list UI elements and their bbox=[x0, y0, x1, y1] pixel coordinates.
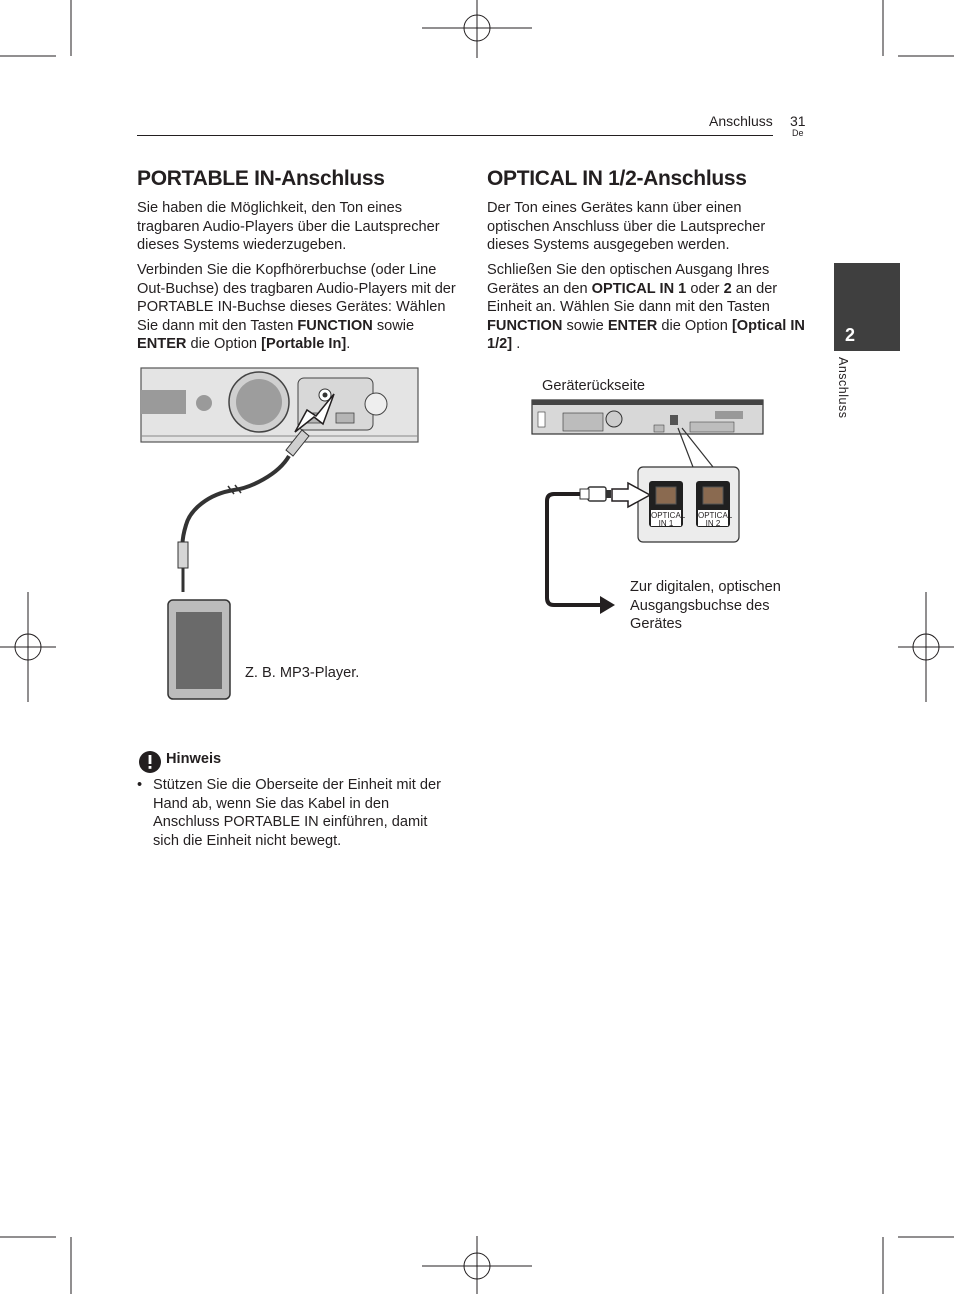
portable-in-illustration bbox=[138, 360, 428, 705]
header-section-label: Anschluss bbox=[709, 113, 773, 129]
play-pause-icon bbox=[365, 393, 387, 415]
page-number: 31 bbox=[790, 113, 806, 129]
optical-in-1-label: OPTICAL IN 1 bbox=[651, 511, 686, 528]
note-bullet: • bbox=[137, 777, 143, 793]
fan-icon bbox=[606, 411, 622, 427]
audio-cable bbox=[182, 456, 289, 550]
portable-in-para2: Verbinden Sie die Kopfhörerbuchse (oder Line Out-Buchse) des tragbaren Audio-Players mit der PORTABLE IN-Buchse dieses Gerätes: Wählen Sie dann mit den Tasten FUNCTION sowie ENTER die Option [Portable In]. bbox=[137, 262, 456, 352]
optical-plug-icon bbox=[588, 487, 606, 501]
note-text: Stützen Sie die Oberseite der Einheit mit der Hand ab, wenn Sie das Kabel in den Anschluss PORTABLE IN einführen, damit sich die Einheit nicht bewegt. bbox=[153, 777, 441, 849]
optical-in-2-label: OPTICAL IN 2 bbox=[698, 511, 733, 528]
sensor-icon bbox=[196, 395, 212, 411]
chapter-number: 2 bbox=[845, 325, 856, 345]
chapter-label: Anschluss bbox=[836, 357, 850, 419]
mp3-player-caption: Z. B. MP3-Player. bbox=[245, 665, 360, 681]
portable-in-title: PORTABLE IN-Anschluss bbox=[137, 167, 385, 190]
optical-in-para2: Schließen Sie den optischen Ausgang Ihres Gerätes an den OPTICAL IN 1 oder 2 an der Einheit an. Wählen Sie dann mit den Tasten FUNCTION sowie ENTER die Option [Optical IN 1/2] . bbox=[487, 262, 805, 352]
arrow-right-icon bbox=[600, 596, 615, 614]
language-code: De bbox=[792, 128, 804, 138]
portable-in-para1: Sie haben die Möglichkeit, den Ton eines tragbaren Audio-Players über die Lautsprecher dieses Systems wiederzugeben. bbox=[137, 200, 440, 253]
warning-icon bbox=[138, 750, 162, 774]
header-rule bbox=[137, 135, 773, 136]
note-title: Hinweis bbox=[166, 751, 222, 767]
cable-plug-icon bbox=[178, 542, 188, 568]
display-window bbox=[141, 390, 186, 414]
optical-in-para1: Der Ton eines Gerätes kann über einen optischen Anschluss über die Lautsprecher dieses Systems ausgegeben werden. bbox=[487, 200, 766, 253]
speaker-terminals bbox=[563, 413, 603, 431]
optical-cable bbox=[547, 494, 602, 605]
usb-port-icon bbox=[336, 413, 354, 423]
destination-caption: Zur digitalen, optischen Ausgangsbuchse des Gerätes bbox=[630, 579, 781, 632]
chapter-tab bbox=[834, 263, 900, 351]
note-item bbox=[137, 776, 457, 850]
optical-in-title: OPTICAL IN 1/2-Anschluss bbox=[487, 167, 747, 190]
rear-panel-caption: Geräterückseite bbox=[542, 378, 646, 394]
